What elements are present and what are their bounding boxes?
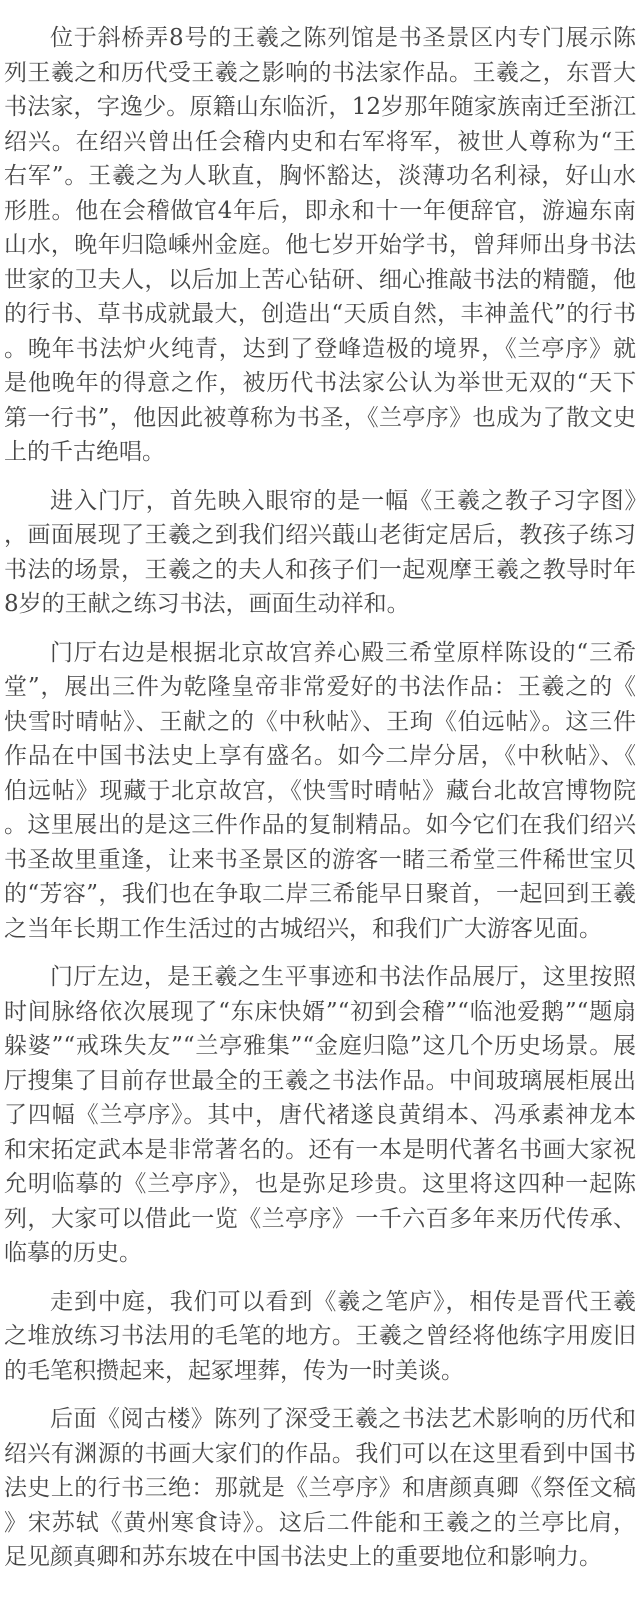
paragraph-left-hall-exhibits: 门厅左边，是王羲之生平事迹和书法作品展厅，这里按照时间脉络依次展现了“东床快婿”“初到会稽”“临池爱鹅”“题扇躲婆”“戒珠失友”“兰亭雅集”“金庭归隐”这几个历史场景。展厅搜集了目前存世最全的王羲之书法作品。中间玻璃展柜展出了四幅《兰亭序》。其中，唐代褚遂良黄绢本、冯承素神龙本和宋拓定武本是非常著名的。还有一本是明代著名书画大家祝允明临摹的《兰亭序》，也是弥足珍贵。这里将这四种一起陈列，大家可以借此一览《兰亭序》一千六百多年来历代传承、临摹的历史。 (4, 964, 636, 1266)
paragraph-sanxitang-right-hall: 门厅右边是根据北京故宫养心殿三希堂原样陈设的“三希堂”，展出三件为乾隆皇帝非常爱好的书法作品：王羲之的《快雪时晴帖》、王献之的《中秋帖》、王珣《伯远帖》。这三件作品在中国书法史上享有盛名。如今二岸分居，《中秋帖》、《伯远帖》现藏于北京故宫，《快雪时晴帖》藏台北故宫博物院。这里展出的是这三件作品的复制精品。如今它们在我们绍兴书圣故里重逢，让来书圣景区的游客一睹三希堂三件稀世宝贝的“芳容”，我们也在争取二岸三希能早日聚首，一起回到王羲之当年长期工作生活过的古城绍兴，和我们广大游客见面。 (4, 639, 636, 942)
paragraph-yuegulou-masterpieces: 后面《阅古楼》陈列了深受王羲之书法艺术影响的历代和绍兴有渊源的书画大家们的作品。我们可以在这里看到中国书法史上的行书三绝：那就是《兰亭序》和唐颜真卿《祭侄文稿》宋苏轼《黄州寒食诗》。这后二件能和王羲之的兰亭比肩，足见颜真卿和苏东坡在中国书法史上的重要地位和影响力。 (4, 1406, 636, 1570)
paragraph-courtyard-brush-hut: 走到中庭，我们可以看到《羲之笔庐》，相传是晋代王羲之堆放练习书法用的毛笔的地方。王羲之曾经将他练字用废旧的毛笔积攒起来，起冢埋葬，传为一时美谈。 (4, 1288, 636, 1384)
paragraph-intro-wangxizhi: 位于斜桥弄8号的王羲之陈列馆是书圣景区内专门展示陈列王羲之和历代受王羲之影响的书法家作品。王羲之，东晋大书法家，字逸少。原籍山东临沂，12岁那年随家族南迁至浙江绍兴。在绍兴曾出任会稽内史和右军将军，被世人尊称为“王右军”。王羲之为人耿直，胸怀豁达，淡薄功名利禄，好山水形胜。他在会稽做官4年后，即永和十一年便辞官，游遍东南山水，晚年归隐嵊州金庭。他七岁开始学书，曾拜师出身书法世家的卫夫人，以后加上苦心钻研、细心推敲书法的精髓，他的行书、草书成就最大，创造出“天质自然，丰神盖代”的行书。晚年书法炉火纯青，达到了登峰造极的境界，《兰亭序》就是他晚年的得意之作，被历代书法家公认为举世无双的“天下第一行书”，他因此被尊称为书圣，《兰亭序》也成为了散文史上的千古绝唱。 (4, 25, 636, 465)
paragraph-entrance-hall-painting: 进入门厅，首先映入眼帘的是一幅《王羲之教子习字图》，画面展现了王羲之到我们绍兴蕺山老街定居后，教孩子练习书法的场景，王羲之的夫人和孩子们一起观摩王羲之教导时年8岁的王献之练习书法，画面生动祥和。 (4, 487, 636, 617)
